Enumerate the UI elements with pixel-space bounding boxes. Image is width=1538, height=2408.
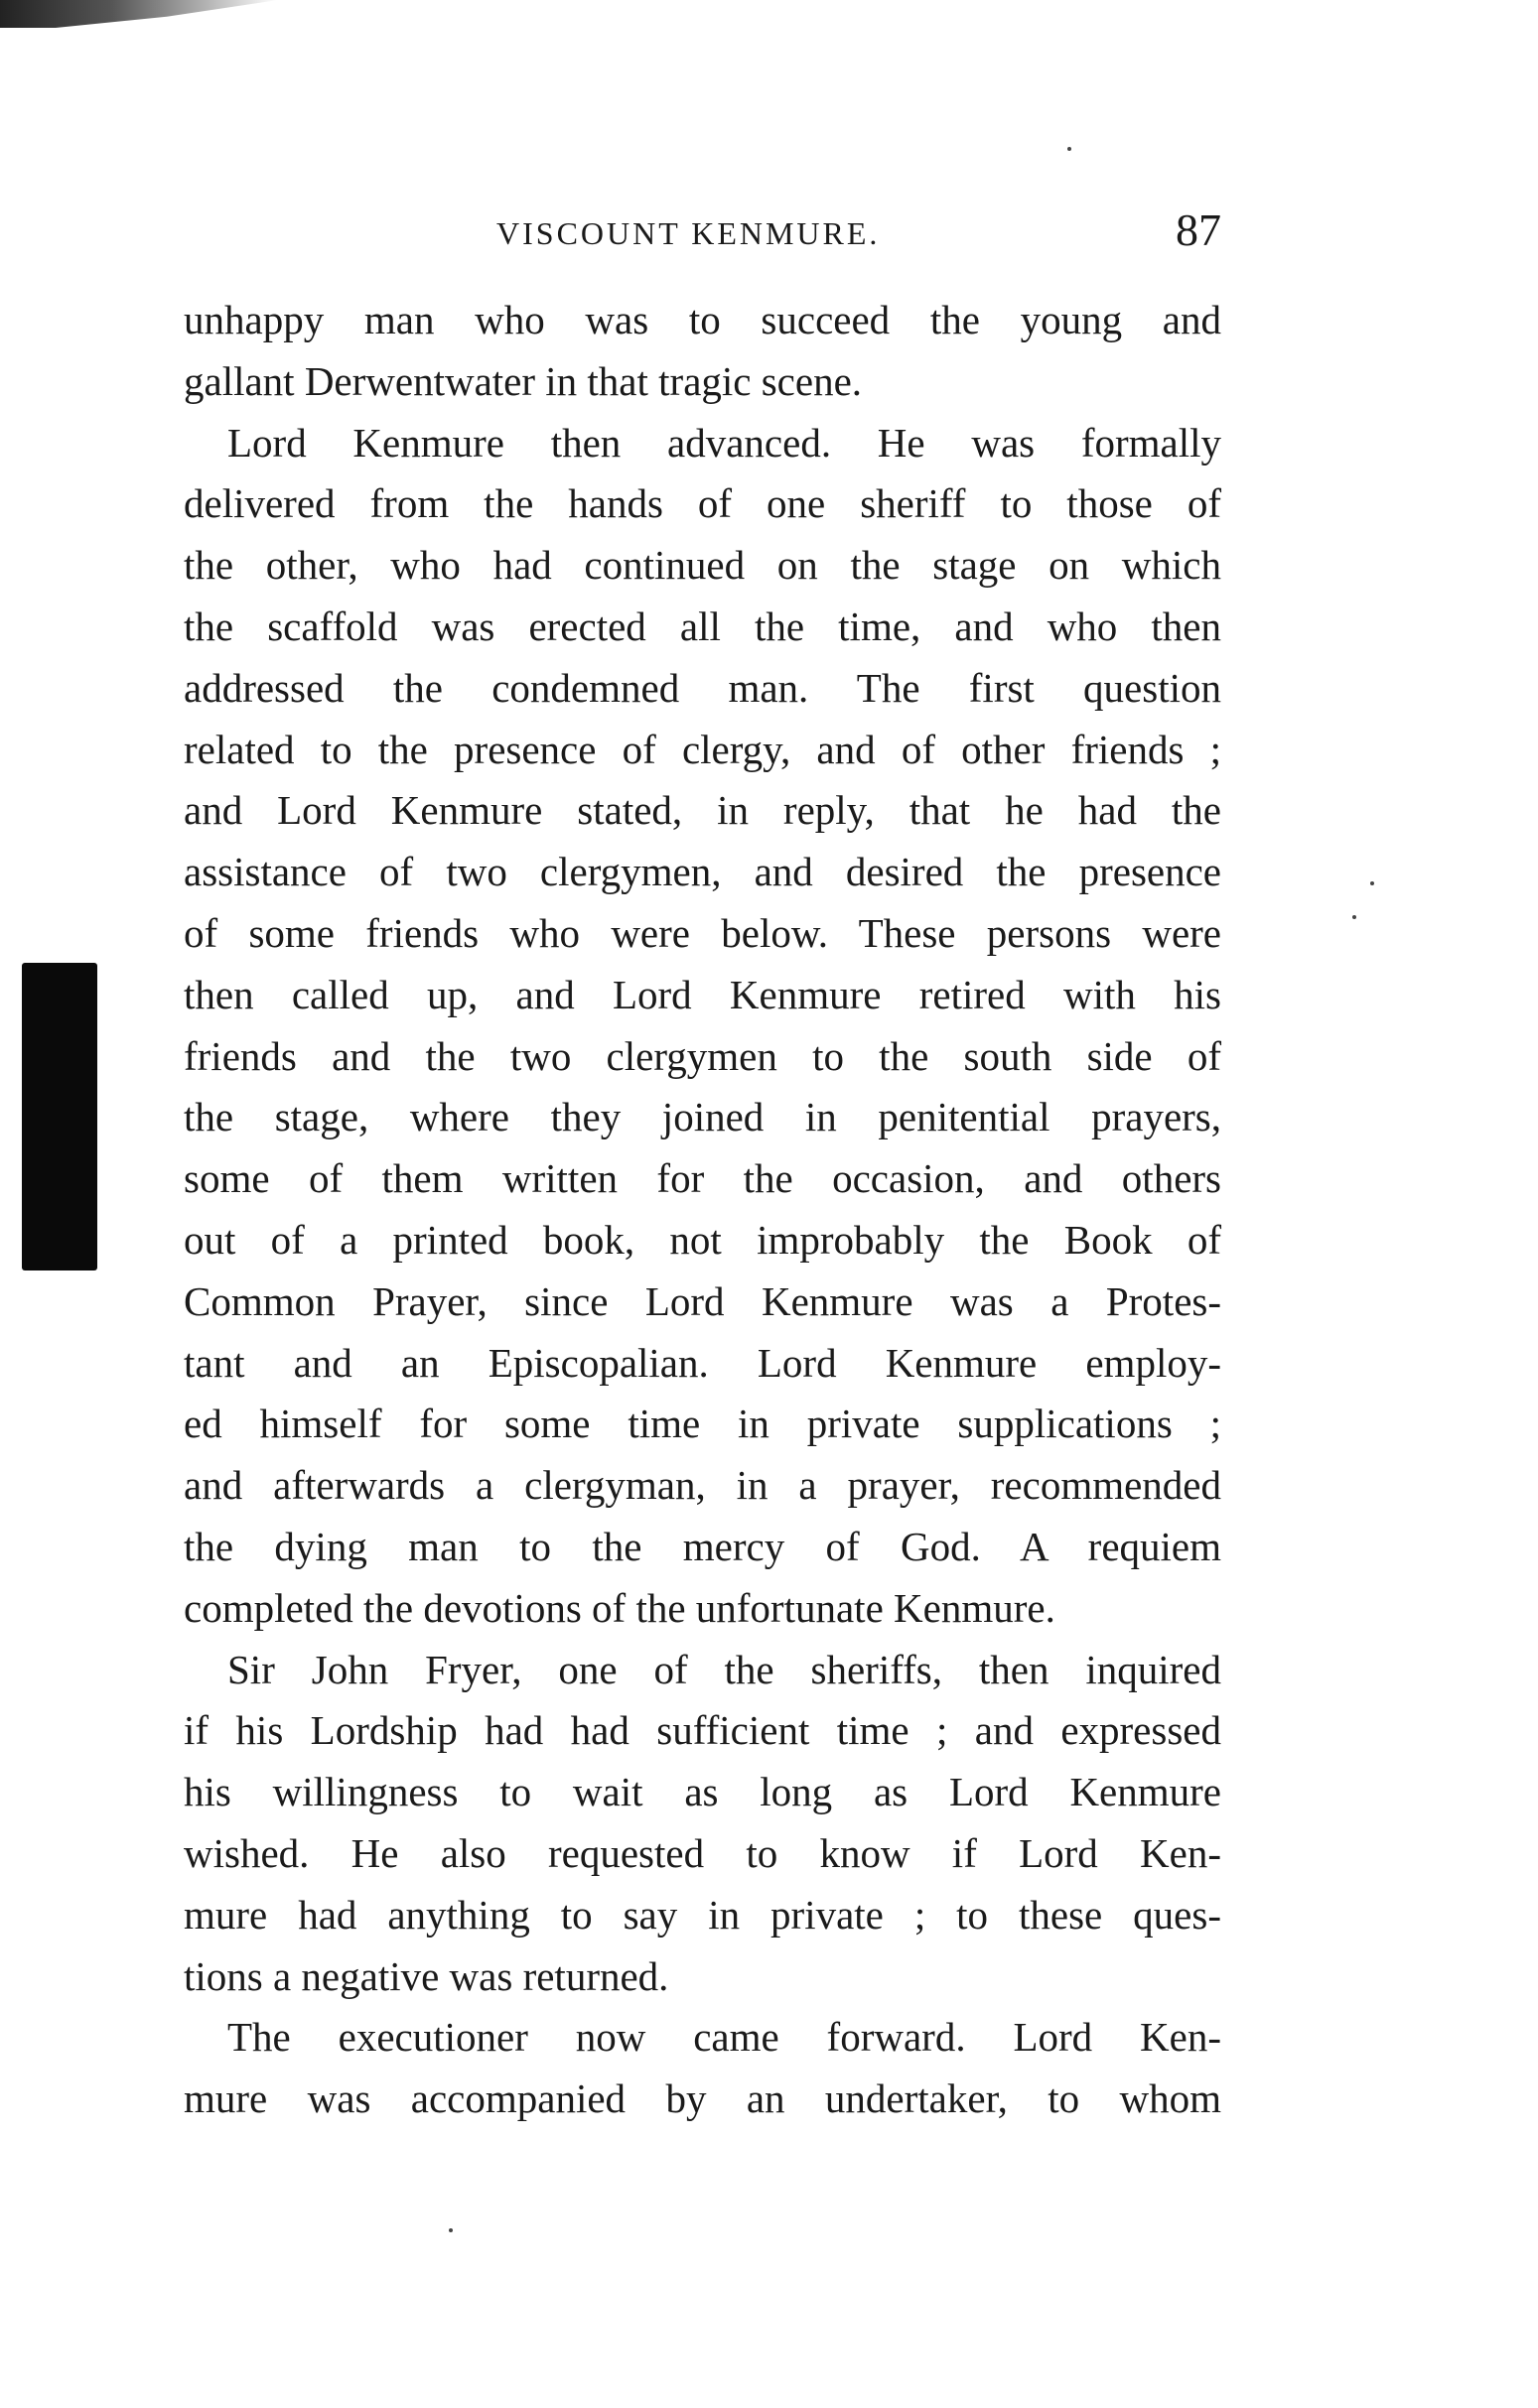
- scan-speck: [1352, 915, 1356, 919]
- text-line: mure had anything to say in private ; to these ques-: [184, 1891, 1221, 1938]
- page-number: 87: [1176, 204, 1221, 255]
- text-line: and afterwards a clergyman, in a prayer, recommended: [184, 1462, 1221, 1509]
- text-line: ed himself for some time in private supplications ;: [184, 1401, 1221, 1447]
- text-line: addressed the condemned man. The first question: [184, 664, 1221, 711]
- text-line: Lord Kenmure then advanced. He was formally: [227, 419, 1221, 466]
- text-line: and Lord Kenmure stated, in reply, that he had the: [184, 787, 1221, 834]
- text-line: the scaffold was erected all the time, and who then: [184, 602, 1221, 649]
- text-line: assistance of two clergymen, and desired the presence: [184, 849, 1221, 895]
- text-line: out of a printed book, not improbably the Book of: [184, 1216, 1221, 1263]
- text-line: the other, who had continued on the stage on which: [184, 542, 1221, 589]
- text-line: the dying man to the mercy of God. A requiem: [184, 1523, 1221, 1569]
- scan-edge-artifact: [0, 0, 278, 28]
- text-line: friends and the two clergymen to the south side of: [184, 1032, 1221, 1079]
- text-line: Common Prayer, since Lord Kenmure was a Protes-: [184, 1277, 1221, 1324]
- running-title: VISCOUNT KENMURE.: [496, 215, 881, 251]
- body-text: [184, 290, 1221, 2130]
- text-line: related to the presence of clergy, and of other friends ;: [184, 726, 1221, 772]
- text-line: completed the devotions of the unfortunate Kenmure.: [184, 1584, 1055, 1631]
- scan-speck: [1067, 147, 1071, 151]
- text-line: mure was accompanied by an undertaker, to whom: [184, 2075, 1221, 2122]
- text-line: tions a negative was returned.: [184, 1952, 669, 1999]
- text-line: if his Lordship had had sufficient time ; and expressed: [184, 1707, 1221, 1754]
- text-line: unhappy man who was to succeed the young and: [184, 297, 1221, 342]
- text-line: wished. He also requested to know if Lord Ken-: [184, 1829, 1221, 1876]
- text-line: his willingness to wait as long as Lord Kenmure: [184, 1769, 1221, 1815]
- text-line: the stage, where they joined in penitential prayers,: [184, 1094, 1221, 1140]
- text-line: gallant Derwentwater in that tragic scene.: [184, 357, 863, 404]
- text-line: some of them written for the occasion, and others: [184, 1155, 1221, 1202]
- text-line: of some friends who were below. These persons were: [184, 909, 1221, 956]
- scan-speck: [449, 2228, 453, 2232]
- scan-binding-artifact: [22, 963, 97, 1271]
- text-line: tant and an Episcopalian. Lord Kenmure employ-: [184, 1339, 1221, 1386]
- scan-speck: [1370, 881, 1374, 885]
- text-line: The executioner now came forward. Lord Ken-: [227, 2014, 1221, 2061]
- text-line: Sir John Fryer, one of the sheriffs, then inquired: [227, 1646, 1221, 1692]
- text-line: then called up, and Lord Kenmure retired with his: [184, 971, 1221, 1017]
- text-line: delivered from the hands of one sheriff to those of: [184, 480, 1221, 527]
- running-header: [184, 203, 1221, 263]
